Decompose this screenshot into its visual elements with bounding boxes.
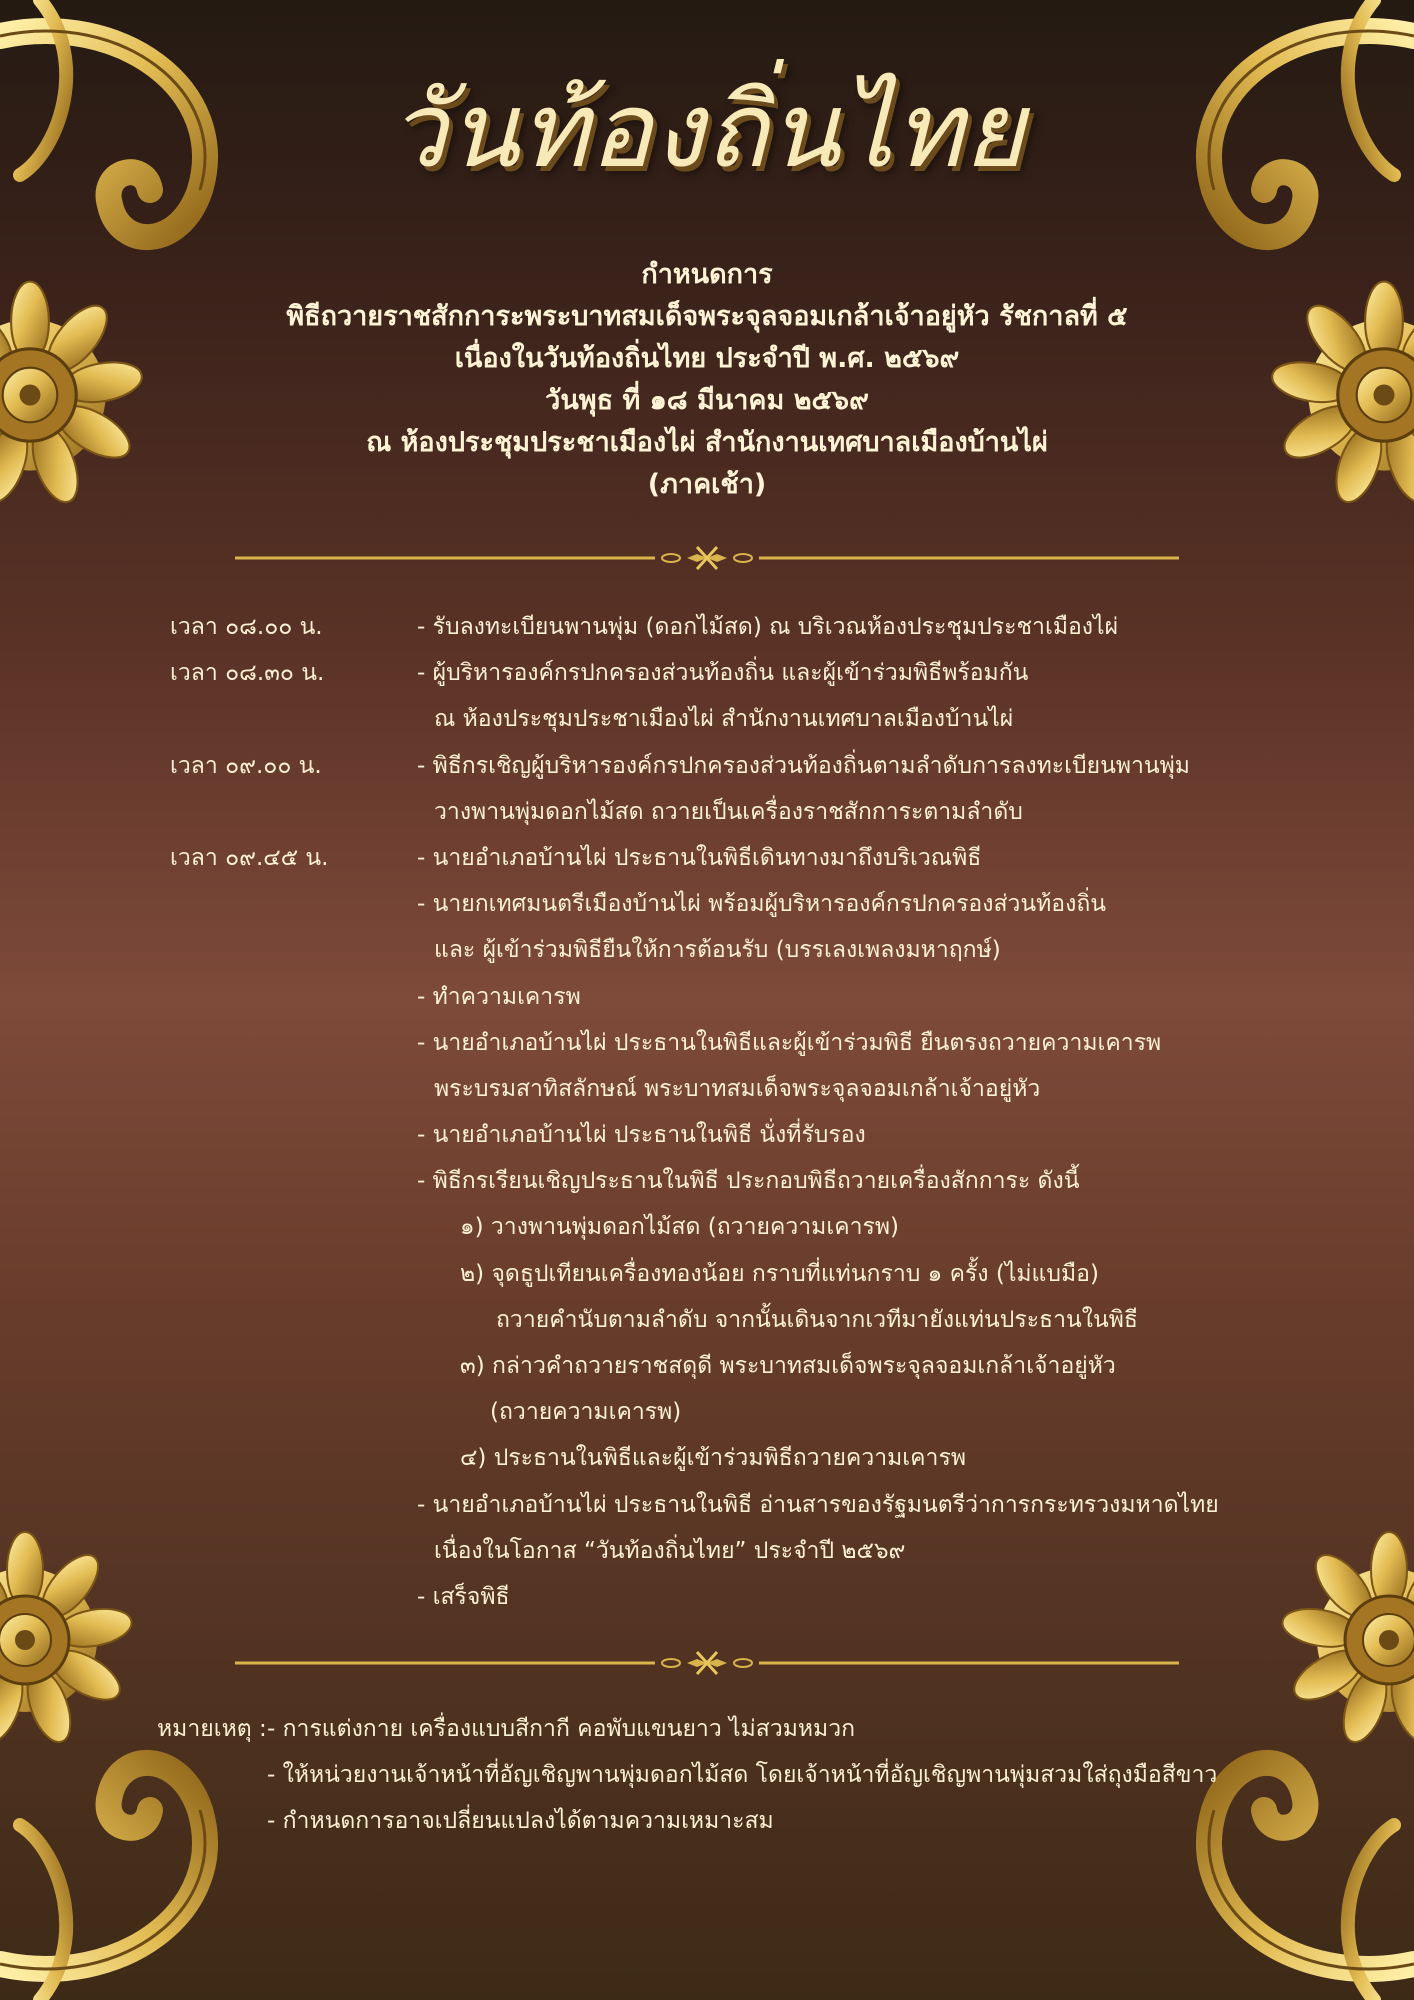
schedule-time: เวลา ๐๙.๔๕ น.: [170, 844, 329, 871]
schedule-time: เวลา ๐๙.๐๐ น.: [170, 752, 322, 779]
schedule-item-text: - นายอำเภอบ้านไผ่ ประธานในพิธีเดินทางมาถึงบริเวณพิธี: [417, 844, 982, 871]
schedule-row: [170, 1528, 1350, 1574]
schedule-time: เวลา ๐๘.๓๐ น.: [170, 660, 325, 687]
schedule-row: [170, 1574, 1350, 1620]
schedule-item-text: ณ ห้องประชุมประชาเมืองไผ่ สำนักงานเทศบาลเมืองบ้านไผ่: [434, 706, 1014, 733]
event-header: [100, 254, 1314, 506]
schedule-row: [170, 1482, 1350, 1528]
schedule-row: [170, 1158, 1350, 1204]
schedule-item-text: พระบรมสาทิสลักษณ์ พระบาทสมเด็จพระจุลจอมเกล้าเจ้าอยู่หัว: [434, 1075, 1041, 1102]
schedule-item-text: - ผู้บริหารองค์กรปกครองส่วนท้องถิ่น และผู้เข้าร่วมพิธีพร้อมกัน: [417, 660, 1029, 687]
schedule-row: [170, 650, 1350, 696]
schedule-item-text: - รับลงทะเบียนพานพุ่ม (ดอกไม้สด) ณ บริเวณห้องประชุมประชาเมืองไผ่: [417, 614, 1119, 640]
schedule-row: [170, 1066, 1350, 1112]
header-line-venue: ณ ห้องประชุมประชาเมืองไผ่ สำนักงานเทศบาลเมืองบ้านไผ่: [366, 427, 1048, 458]
schedule-row: [170, 1251, 1350, 1297]
schedule-item-text: ๔) ประธานในพิธีและผู้เข้าร่วมพิธีถวายความเคารพ: [460, 1445, 966, 1472]
schedule-item-text: เนื่องในโอกาส “วันท้องถิ่นไทย” ประจำปี ๒๕๖๙: [434, 1537, 906, 1564]
remarks-item: - การแต่งกาย เครื่องแบบสีกากี คอพับแขนยาว ไม่สวมหมวก: [267, 1716, 856, 1742]
schedule-row: [170, 835, 1350, 881]
header-line-date: วันพุธ ที่ ๑๘ มีนาคม ๒๕๖๙: [545, 385, 869, 416]
schedule-item-text: - นายอำเภอบ้านไผ่ ประธานในพิธี นั่งที่รับรอง: [417, 1122, 866, 1149]
remarks-row: [157, 1706, 1357, 1752]
remarks-item: - ให้หน่วยงานเจ้าหน้าที่อัญเชิญพานพุ่มดอกไม้สด โดยเจ้าหน้าที่อัญเชิญพานพุ่มสวมใส่ถุงมือสีขาว: [267, 1762, 1218, 1788]
schedule-item-text: - พิธีกรเรียนเชิญประธานในพิธี ประกอบพิธีถวายเครื่องสักการะ ดังนี้: [417, 1168, 1080, 1195]
schedule-item-text: วางพานพุ่มดอกไม้สด ถวายเป็นเครื่องราชสักการะตามลำดับ: [434, 798, 1023, 825]
ornamental-divider-bottom: [235, 1648, 1179, 1678]
schedule-row: [170, 1020, 1350, 1066]
schedule-row: [170, 743, 1350, 789]
schedule-item-text: - นายอำเภอบ้านไผ่ ประธานในพิธีและผู้เข้าร่วมพิธี ยืนตรงถวายความเคารพ: [417, 1029, 1162, 1056]
schedule-item-text: ๒) จุดธูปเทียนเครื่องทองน้อย กราบที่แท่นกราบ ๑ ครั้ง (ไม่แบมือ): [460, 1260, 1099, 1287]
schedule-row: [170, 881, 1350, 927]
schedule-row: [170, 1343, 1350, 1389]
schedule-row: [170, 974, 1350, 1020]
schedule-row: [170, 1204, 1350, 1250]
schedule-item-text: ถวายคำนับตามลำดับ จากนั้นเดินจากเวทีมายังแท่นประธานในพิธี: [496, 1306, 1138, 1333]
schedule-item-text: ๑) วางพานพุ่มดอกไม้สด (ถวายความเคารพ): [460, 1214, 899, 1241]
schedule-item-text: - เสร็จพิธี: [417, 1583, 510, 1610]
schedule-item-text: - นายอำเภอบ้านไผ่ ประธานในพิธี อ่านสารของรัฐมนตรีว่าการกระทรวงมหาดไทย: [417, 1491, 1219, 1518]
schedule-row: [170, 604, 1350, 650]
schedule-row: [170, 789, 1350, 835]
schedule-item-text: - พิธีกรเชิญผู้บริหารองค์กรปกครองส่วนท้องถิ่นตามลำดับการลงทะเบียนพานพุ่ม: [417, 752, 1190, 779]
schedule-row: [170, 1297, 1350, 1343]
remarks: [157, 1706, 1357, 1844]
remarks-row: [157, 1752, 1357, 1798]
schedule-row: [170, 927, 1350, 973]
header-line-occasion: เนื่องในวันท้องถิ่นไทย ประจำปี พ.ศ. ๒๕๖๙: [454, 343, 960, 374]
remarks-row: [157, 1798, 1357, 1844]
schedule-item-text: - ทำความเคารพ: [417, 983, 581, 1010]
schedule-row: [170, 1112, 1350, 1158]
schedule-row: [170, 1435, 1350, 1481]
schedule: [170, 604, 1350, 1620]
page-title: วันท้องถิ่นไทย: [388, 69, 1026, 191]
schedule-item-text: ๓) กล่าวคำถวายราชสดุดี พระบาทสมเด็จพระจุลจอมเกล้าเจ้าอยู่หัว: [460, 1353, 1116, 1379]
schedule-row: [170, 1389, 1350, 1435]
flower-ornament-left-lower: [0, 1505, 140, 1775]
schedule-row: [170, 696, 1350, 742]
remarks-item: - กำหนดการอาจเปลี่ยนแปลงได้ตามความเหมาะสม: [267, 1808, 774, 1834]
header-line-ceremony: พิธีถวายราชสักการะพระบาทสมเด็จพระจุลจอมเกล้าเจ้าอยู่หัว รัชกาลที่ ๕: [286, 301, 1128, 332]
schedule-item-text: - นายกเทศมนตรีเมืองบ้านไผ่ พร้อมผู้บริหารองค์กรปกครองส่วนท้องถิ่น: [417, 891, 1107, 918]
schedule-time: เวลา ๐๘.๐๐ น.: [170, 614, 323, 640]
remarks-label: หมายเหตุ :: [157, 1716, 267, 1742]
header-line-heading: กำหนดการ: [641, 259, 773, 290]
ornamental-divider-top: [235, 543, 1179, 573]
header-line-session: (ภาคเช้า): [647, 469, 767, 500]
schedule-item-text: (ถวายความเคารพ): [490, 1399, 682, 1426]
schedule-item-text: และ ผู้เข้าร่วมพิธียืนให้การต้อนรับ (บรรเลงเพลงมหาฤกษ์): [434, 937, 1001, 964]
